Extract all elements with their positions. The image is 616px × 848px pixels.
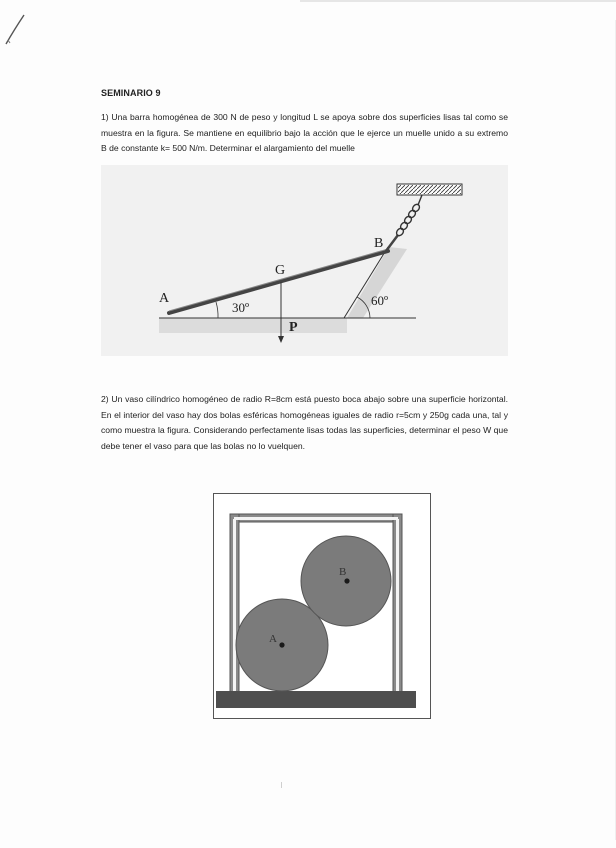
ground-shadow	[159, 318, 347, 333]
label-p: P	[289, 320, 298, 335]
problem-2-figure	[213, 493, 431, 719]
page-title: SEMINARIO 9	[101, 88, 161, 98]
scan-edge-top	[300, 0, 616, 2]
label-a: A	[159, 291, 170, 306]
pen-mark	[0, 0, 40, 50]
ball-b-center	[344, 578, 349, 583]
label-g: G	[275, 263, 286, 278]
problem-1-statement: 1) Una barra homogénea de 300 N de peso y longitud L se apoya sobre dos superficies lisas tal como se muestra en la figura. Se mantiene en equilibrio bajo la acción que le ejerce un muelle unido a su extremo B de constante k= 500 N/m. Determinar el alargamiento del muelle	[101, 112, 508, 153]
ceiling-support	[397, 184, 462, 195]
angle-label-30: 30º	[232, 300, 250, 315]
ball-a-center	[279, 642, 284, 647]
label-ball-a: A	[269, 633, 277, 645]
problem-1-figure	[101, 165, 508, 356]
angle-label-60: 60º	[371, 293, 389, 308]
label-ball-b: B	[339, 566, 347, 578]
label-b: B	[374, 236, 384, 251]
scan-speck	[281, 782, 282, 788]
problem-2-statement: 2) Un vaso cilíndrico homogéneo de radio R=8cm está puesto boca abajo sobre una superficie horizontal. En el interior del vaso hay dos bolas esféricas homogéneas iguales de radio r=5cm y 250g cada una, tal y como muestra la figura. Considerando perfectamente lisas todas las superficies, determinar el peso W que debe tener el vaso para que las bolas no lo vuelquen.	[101, 394, 508, 451]
floor	[216, 691, 416, 708]
